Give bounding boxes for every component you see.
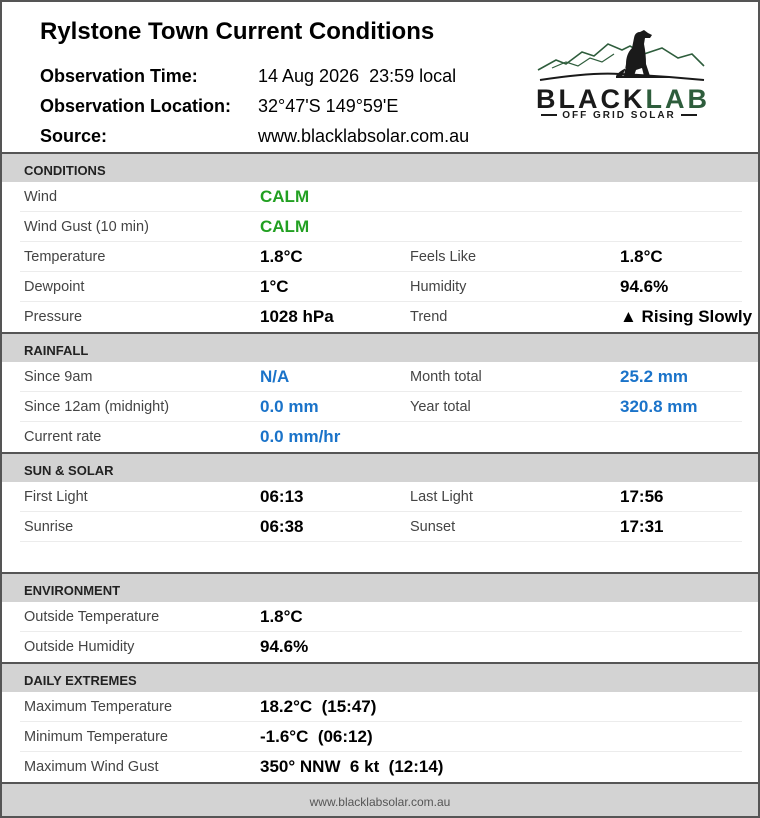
section-environment-heading: ENVIRONMENT <box>2 572 758 602</box>
first-light-label: First Light <box>24 489 88 505</box>
max-wind-gust-row <box>20 752 742 782</box>
dog-on-hill-icon <box>532 24 710 86</box>
feels-like-label: Feels Like <box>410 249 477 265</box>
min-temperature-value: -1.6°C (06:12) <box>260 727 373 746</box>
year-total-label: Year total <box>410 399 471 415</box>
since-midnight-row <box>20 392 742 422</box>
humidity-label: Humidity <box>410 279 467 295</box>
year-total-value: 320.8 mm <box>620 397 698 416</box>
sunset-value: 17:31 <box>620 517 664 536</box>
wind-label: Wind <box>24 189 58 205</box>
logo-word-black: BLACK <box>536 84 646 114</box>
section-conditions-heading: CONDITIONS <box>2 152 758 182</box>
blacklab-logo <box>532 24 710 124</box>
humidity-value: 94.6% <box>620 277 669 296</box>
outside-temperature-row <box>20 602 742 632</box>
section-sun-heading: SUN & SOLAR <box>2 452 758 482</box>
observation-location-label: Observation Location: <box>40 96 232 116</box>
outside-humidity-label: Outside Humidity <box>24 639 135 655</box>
observation-time-label: Observation Time: <box>40 66 198 86</box>
since-midnight-value: 0.0 mm <box>260 397 319 416</box>
sunset-label: Sunset <box>410 519 456 535</box>
temperature-label: Temperature <box>24 249 106 265</box>
max-temperature-label: Maximum Temperature <box>24 699 173 715</box>
last-light-value: 17:56 <box>620 487 664 506</box>
max-temperature-value: 18.2°C (15:47) <box>260 697 377 716</box>
first-light-value: 06:13 <box>260 487 304 506</box>
current-rate-value: 0.0 mm/hr <box>260 427 341 446</box>
sunrise-row <box>20 512 742 542</box>
temperature-row <box>20 242 742 272</box>
trend-label: Trend <box>410 309 448 325</box>
pressure-row <box>20 302 753 332</box>
header <box>2 2 758 152</box>
sunrise-value: 06:38 <box>260 517 304 536</box>
feels-like-value: 1.8°C <box>620 247 663 266</box>
pressure-label: Pressure <box>24 309 83 325</box>
min-temperature-label: Minimum Temperature <box>24 729 168 745</box>
first-light-row <box>20 482 742 512</box>
min-temperature-row <box>20 722 742 752</box>
dewpoint-value: 1°C <box>260 277 289 296</box>
wind-gust-label: Wind Gust (10 min) <box>24 219 149 235</box>
footer-link[interactable]: www.blacklabsolar.com.au <box>2 782 758 818</box>
max-wind-gust-label: Maximum Wind Gust <box>24 759 159 775</box>
section-rainfall-heading: RAINFALL <box>2 332 758 362</box>
since-midnight-label: Since 12am (midnight) <box>24 399 170 415</box>
wind-row <box>20 182 742 212</box>
wind-gust-row <box>20 212 742 242</box>
outside-humidity-value: 94.6% <box>260 637 309 656</box>
logo-tagline: OFF GRID SOLAR <box>536 110 702 121</box>
source-value: www.blacklabsolar.com.au <box>258 126 470 146</box>
dewpoint-row <box>20 272 742 302</box>
sunrise-label: Sunrise <box>24 519 74 535</box>
page-title: Rylstone Town Current Conditions <box>40 18 435 45</box>
month-total-value: 25.2 mm <box>620 367 689 386</box>
section-extremes-heading: DAILY EXTREMES <box>2 662 758 692</box>
outside-temperature-value: 1.8°C <box>260 607 303 626</box>
month-total-label: Month total <box>410 369 482 385</box>
wind-value: CALM <box>260 187 310 206</box>
trend-value: ▲ Rising Slowly <box>620 307 753 326</box>
logo-word-lab: LAB <box>645 84 710 114</box>
outside-temperature-label: Outside Temperature <box>24 609 160 625</box>
temperature-value: 1.8°C <box>260 247 303 266</box>
since-9am-row <box>20 362 742 392</box>
observation-time-value: 14 Aug 2026 23:59 local <box>258 66 457 86</box>
wind-gust-value: CALM <box>260 217 310 236</box>
current-rate-label: Current rate <box>24 429 102 445</box>
since-9am-value: N/A <box>260 367 290 386</box>
observation-location-value: 32°47'S 149°59'E <box>258 96 399 116</box>
max-wind-gust-value: 350° NNW 6 kt (12:14) <box>260 757 444 776</box>
last-light-label: Last Light <box>410 489 473 505</box>
pressure-value: 1028 hPa <box>260 307 334 326</box>
current-rate-row <box>20 422 742 452</box>
dewpoint-label: Dewpoint <box>24 279 85 295</box>
max-temperature-row <box>20 692 742 722</box>
source-label: Source: <box>40 126 108 146</box>
since-9am-label: Since 9am <box>24 369 93 385</box>
outside-humidity-row <box>20 632 742 662</box>
